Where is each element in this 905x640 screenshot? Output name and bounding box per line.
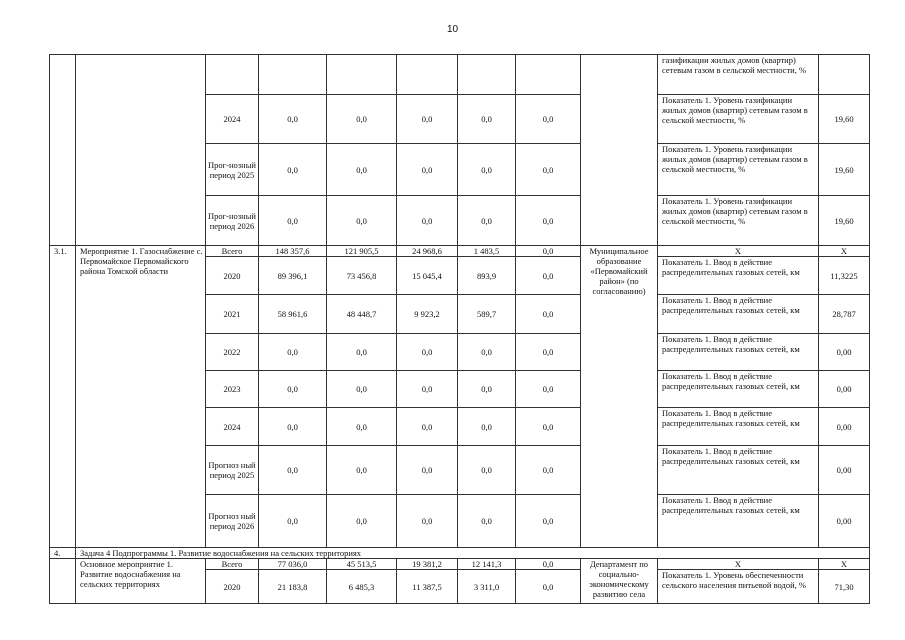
- value-cell: 0,0: [259, 334, 327, 371]
- value-cell: 89 396,1: [259, 257, 327, 295]
- period-cell: 2023: [206, 371, 259, 408]
- value-cell: 0,0: [516, 371, 581, 408]
- indicator-cell: Показатель 1. Уровень газификации жилых домов (квартир) сетевым газом в сельской местности, %: [658, 144, 819, 196]
- value-cell: 0,0: [516, 570, 581, 604]
- value-cell: 11 387,5: [397, 570, 458, 604]
- target-cell: Х: [819, 559, 870, 570]
- value-cell: 0,0: [397, 371, 458, 408]
- value-cell: 48 448,7: [327, 295, 397, 334]
- value-cell: 0,0: [259, 144, 327, 196]
- indicator-cell: Показатель 1. Ввод в действие распределительных газовых сетей, км: [658, 371, 819, 408]
- value-cell: 0,0: [516, 144, 581, 196]
- target-cell: 19,60: [819, 196, 870, 246]
- period-cell: 2022: [206, 334, 259, 371]
- target-cell: 71,30: [819, 570, 870, 604]
- value-cell: 0,0: [516, 246, 581, 257]
- value-cell: 0,0: [259, 408, 327, 446]
- target-cell: 0,00: [819, 446, 870, 495]
- responsible-executor: Муниципальное образование «Первомайский район» (по согласованию): [581, 246, 658, 548]
- value-cell: 0,0: [327, 334, 397, 371]
- indicator-cell: Показатель 1. Ввод в действие распределительных газовых сетей, км: [658, 295, 819, 334]
- value-cell: 73 456,8: [327, 257, 397, 295]
- period-cell: 2020: [206, 570, 259, 604]
- target-cell: 19,60: [819, 95, 870, 144]
- value-cell: 77 036,0: [259, 559, 327, 570]
- value-cell: 0,0: [327, 144, 397, 196]
- value-cell: 0,0: [259, 371, 327, 408]
- value-cell: 0,0: [327, 495, 397, 548]
- value-cell: 0,0: [327, 95, 397, 144]
- indicator-cell: Показатель 1. Уровень газификации жилых домов (квартир) сетевым газом в сельской местности, %: [658, 95, 819, 144]
- measure-name: Основное мероприятие 1. Развитие водоснабжения на сельских территориях: [76, 559, 206, 604]
- indicator-cell: Х: [658, 559, 819, 570]
- period-cell: Всего: [206, 559, 259, 570]
- page-number: 10: [446, 24, 459, 35]
- value-cell: 0,0: [516, 95, 581, 144]
- value-cell: 19 381,2: [397, 559, 458, 570]
- value-cell: 0,0: [458, 408, 516, 446]
- value-cell: 0,0: [327, 371, 397, 408]
- table-row: [50, 55, 870, 95]
- responsible-executor: Департамент по социально-экономическому развитию села: [581, 559, 658, 604]
- value-cell: 0,0: [458, 495, 516, 548]
- value-cell: 0,0: [458, 196, 516, 246]
- value-cell: 0,0: [397, 334, 458, 371]
- indicator-cell: Показатель 1. Уровень обеспеченности сельского населения питьевой водой, %: [658, 570, 819, 604]
- value-cell: 58 961,6: [259, 295, 327, 334]
- value-cell: 0,0: [516, 196, 581, 246]
- value-cell: 21 183,8: [259, 570, 327, 604]
- value-cell: 0,0: [458, 144, 516, 196]
- indicator-cell: Показатель 1. Уровень газификации жилых домов (квартир) сетевым газом в сельской местности, %: [658, 196, 819, 246]
- target-cell: 0,00: [819, 371, 870, 408]
- period-cell: 2024: [206, 408, 259, 446]
- value-cell: 45 513,5: [327, 559, 397, 570]
- value-cell: 0,0: [397, 408, 458, 446]
- item-number: 4.: [50, 548, 76, 559]
- value-cell: 15 045,4: [397, 257, 458, 295]
- value-cell: 12 141,3: [458, 559, 516, 570]
- indicator-cell: Х: [658, 246, 819, 257]
- value-cell: 0,0: [458, 446, 516, 495]
- period-cell: Прог-нозный период 2026: [206, 196, 259, 246]
- value-cell: 0,0: [458, 371, 516, 408]
- period-cell: 2021: [206, 295, 259, 334]
- value-cell: 0,0: [516, 446, 581, 495]
- target-cell: 0,00: [819, 334, 870, 371]
- measure-name: Мероприятие 1. Газоснабжение с. Первомайское Первомайского района Томской области: [76, 246, 206, 548]
- value-cell: 1 483,5: [458, 246, 516, 257]
- value-cell: 0,0: [458, 95, 516, 144]
- value-cell: 0,0: [516, 495, 581, 548]
- value-cell: 0,0: [516, 257, 581, 295]
- value-cell: 24 968,6: [397, 246, 458, 257]
- target-cell: 11,3225: [819, 257, 870, 295]
- item-number: 3.1.: [50, 246, 76, 548]
- target-cell: 19,60: [819, 144, 870, 196]
- period-cell: 2020: [206, 257, 259, 295]
- target-cell: 0,00: [819, 408, 870, 446]
- value-cell: 3 311,0: [458, 570, 516, 604]
- value-cell: 0,0: [259, 95, 327, 144]
- period-cell: 2024: [206, 95, 259, 144]
- blank-cell: [581, 55, 658, 246]
- indicator-cell: Показатель 1. Ввод в действие распределительных газовых сетей, км: [658, 334, 819, 371]
- value-cell: 0,0: [259, 446, 327, 495]
- target-cell: 0,00: [819, 495, 870, 548]
- value-cell: 0,0: [397, 144, 458, 196]
- value-cell: 0,0: [397, 196, 458, 246]
- target-cell: Х: [819, 246, 870, 257]
- value-cell: 0,0: [327, 196, 397, 246]
- value-cell: 0,0: [259, 495, 327, 548]
- table-row: [50, 559, 870, 570]
- period-cell: Прог-нозный период 2025: [206, 144, 259, 196]
- indicator-cell: Показатель 1. Ввод в действие распределительных газовых сетей, км: [658, 257, 819, 295]
- value-cell: 0,0: [516, 334, 581, 371]
- period-cell: Всего: [206, 246, 259, 257]
- period-cell: Прогноз ный период 2025: [206, 446, 259, 495]
- indicator-cell: Показатель 1. Ввод в действие распределительных газовых сетей, км: [658, 408, 819, 446]
- blank-cell: [76, 55, 206, 246]
- table-row: [50, 548, 870, 559]
- indicator-cell: Показатель 1. Ввод в действие распределительных газовых сетей, км: [658, 446, 819, 495]
- value-cell: 9 923,2: [397, 295, 458, 334]
- value-cell: 0,0: [516, 559, 581, 570]
- value-cell: 0,0: [397, 446, 458, 495]
- indicator-cell: газификации жилых домов (квартир) сетевым газом в сельской местности, %: [658, 55, 819, 95]
- value-cell: 148 357,6: [259, 246, 327, 257]
- table-row: [50, 246, 870, 257]
- target-cell: 28,787: [819, 295, 870, 334]
- value-cell: 0,0: [516, 408, 581, 446]
- value-cell: 0,0: [397, 495, 458, 548]
- blank-cell: [50, 55, 76, 246]
- value-cell: 0,0: [259, 196, 327, 246]
- program-table: [49, 54, 870, 604]
- value-cell: 6 485,3: [327, 570, 397, 604]
- value-cell: 0,0: [327, 446, 397, 495]
- value-cell: 0,0: [458, 334, 516, 371]
- value-cell: 893,9: [458, 257, 516, 295]
- value-cell: 0,0: [397, 95, 458, 144]
- period-cell: Прогноз ный период 2026: [206, 495, 259, 548]
- value-cell: 0,0: [327, 408, 397, 446]
- value-cell: 121 905,5: [327, 246, 397, 257]
- value-cell: 589,7: [458, 295, 516, 334]
- task-heading: Задача 4 Подпрограммы 1. Развитие водоснабжения на сельских территориях: [76, 548, 870, 559]
- value-cell: 0,0: [516, 295, 581, 334]
- blank-cell: [50, 559, 76, 604]
- indicator-cell: Показатель 1. Ввод в действие распределительных газовых сетей, км: [658, 495, 819, 548]
